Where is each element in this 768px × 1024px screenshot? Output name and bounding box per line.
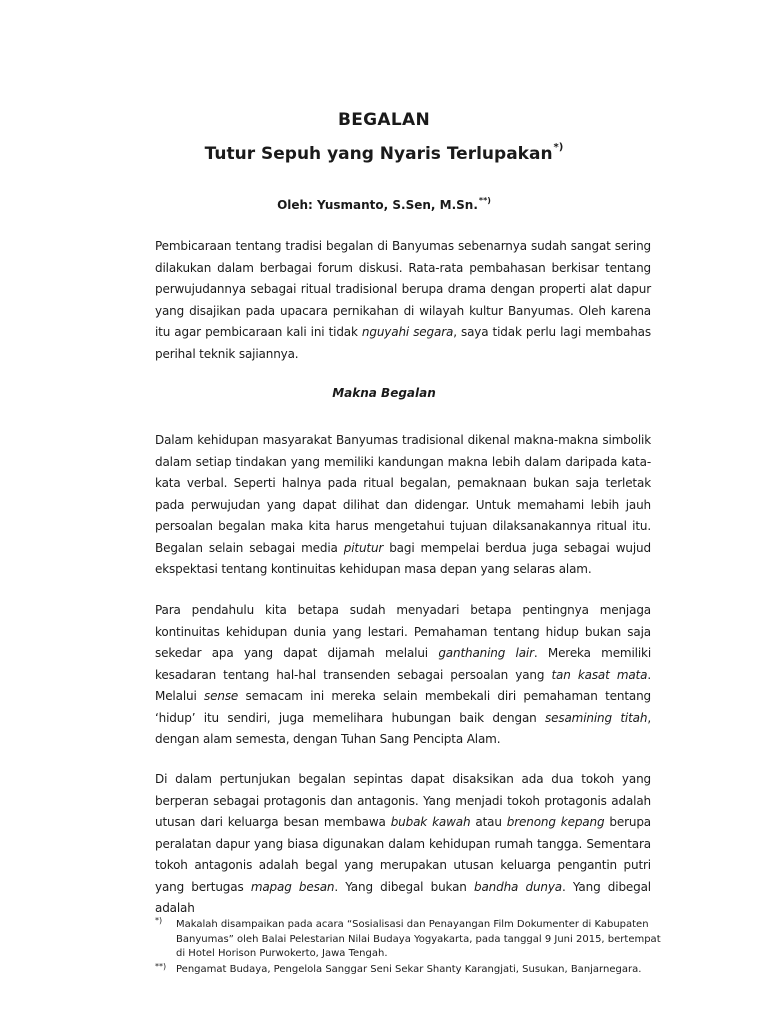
text-run: . Mereka memiliki kesadaran tentang hal-hal transenden sebagai persoalan yang: [155, 646, 651, 682]
text-run: Para pendahulu kita betapa sudah menyadari betapa pentingnya menjaga kontinuitas kehidupan dunia yang lestari. Pemahaman tentang hidup bukan saja sekedar apa yang dapat dijamah melalui: [155, 603, 651, 660]
footnote-text: Pengamat Budaya, Pengelola Sanggar Seni Sekar Shanty Karangjati, Susukan, Banjarnegara.: [176, 964, 642, 975]
subtitle-text: Tutur Sepuh yang Nyaris Terlupakan: [204, 144, 553, 164]
italic-term: bandha dunya: [474, 879, 563, 894]
footnote-mark: **): [155, 962, 167, 971]
italic-term: sesamining titah: [545, 710, 648, 725]
italic-term: mapag besan: [250, 879, 335, 894]
text-run: atau: [470, 815, 507, 829]
italic-term: pitutur: [343, 540, 384, 555]
text-run: . Yang dibegal bukan: [334, 879, 474, 894]
text-run: . Melalui: [155, 667, 651, 703]
text-run: berupa peralatan dapur yang biasa digunakan dalam kehidupan rumah tangga. Sementara tokoh antagonis adalah begal yang merupakan utusan keluarga pengantin putri yang bertugas: [155, 815, 651, 894]
subtitle-footnote-mark: *): [553, 142, 564, 153]
paragraph-performance: [155, 769, 651, 920]
text-run: . Yang dibegal adalah: [155, 879, 651, 915]
section-heading: Makna Begalan: [332, 386, 436, 400]
italic-term: ganthaning lair: [438, 646, 534, 660]
paragraph-ancestors: [155, 600, 651, 751]
footnote-mark: *): [155, 916, 163, 925]
text-run: semacam ini mereka selain membekali diri pemahaman tentang ‘hidup’ itu sendiri, juga memelihara hubungan baik dengan: [155, 689, 651, 725]
paragraph-meaning: [155, 430, 651, 581]
document-subtitle: [0, 142, 768, 164]
author-footnote-mark: **): [478, 196, 491, 205]
document-title: BEGALAN: [338, 110, 430, 130]
text-run: Dalam kehidupan masyarakat Banyumas tradisional dikenal makna-makna simbolik dalam setiap tindakan yang memiliki kandungan makna lebih dalam daripada kata-kata verbal. Seperti halnya pada ritual begalan, pemaknaan bukan saja terletak pada perwujudan yang dapat dilihat dan didengar. Untuk memahami lebih jauh persoalan begalan maka kita harus mengetahui tujuan dilaksanakannya ritual itu. Begalan selain sebagai media: [155, 433, 651, 555]
text-run: bagi mempelai berdua juga sebagai wujud ekspektasi tentang kontinuitas kehidupan masa depan yang selaras alam.: [155, 540, 651, 576]
italic-term: nguyahi segara: [361, 325, 454, 339]
italic-term: sense: [204, 689, 239, 703]
footnote-text: Makalah disampaikan pada acara “Sosialisasi dan Penayangan Film Dokumenter di Kabupaten Banyumas” oleh Balai Pelestarian Nilai Budaya Yogyakarta, pada tanggal 9 Juni 2015, bertempat di Hotel Horison Purwokerto, Jawa Tengah.: [176, 919, 661, 959]
italic-term: brenong kepang: [506, 815, 605, 829]
paragraph-intro: [155, 236, 651, 365]
italic-term: tan kasat mata: [551, 667, 648, 682]
italic-term: bubak kawah: [390, 815, 471, 829]
text-run: , saya tidak perlu lagi membahas perihal teknik sajiannya.: [155, 325, 651, 361]
text-run: Di dalam pertunjukan begalan sepintas dapat disaksikan ada dua tokoh yang berperan sebagai protagonis dan antagonis. Yang menjadi tokoh protagonis adalah utusan dari keluarga besan membawa: [155, 772, 651, 829]
text-run: Pembicaraan tentang tradisi begalan di Banyumas sebenarnya sudah sangat sering dilakukan dalam berbagai forum diskusi. Rata-rata pembahasan berkisar tentang perwujudannya sebagai ritual tradisional berupa drama dengan properti alat dapur yang disajikan pada upacara pernikahan di wilayah kultur Banyumas. Oleh karena itu agar pembicaraan kali ini tidak: [155, 239, 651, 339]
author-text: Oleh: Yusmanto, S.Sen, M.Sn.: [277, 198, 478, 212]
text-run: , dengan alam semesta, dengan Tuhan Sang Pencipta Alam.: [155, 710, 651, 746]
author-line: [0, 196, 768, 212]
